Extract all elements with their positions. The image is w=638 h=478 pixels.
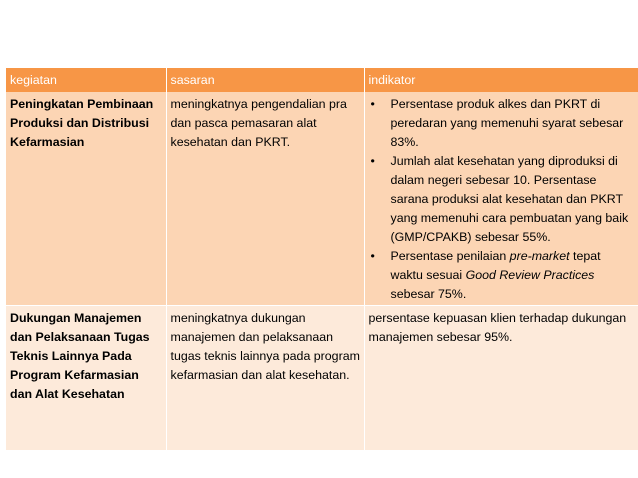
list-item (369, 152, 636, 247)
indikator-item-italic: pre-market (509, 249, 570, 263)
indikator-item-text: sebesar 75%. (390, 287, 467, 301)
indikator-item-text: tepat waktu sesuai (390, 249, 601, 282)
list-item (369, 95, 636, 152)
indikator-list (369, 95, 636, 304)
kegiatan-table (6, 68, 638, 450)
indikator-item-text: Persentase penilaian (390, 249, 510, 263)
list-item (369, 247, 636, 304)
bullet-icon: • (370, 249, 375, 263)
table-row (6, 92, 638, 306)
indikator-item-text: Jumlah alat kesehatan yang diproduksi di dalam negeri sebesar 10. Persentase sarana produksi alat kesehatan dan PKRT yang memenuhi cara pembuatan yang baik (GMP/CPAKB) sebesar 55%. (390, 154, 629, 244)
header-indikator: indikator (364, 68, 638, 92)
kegiatan-cell: Peningkatan Pembinaan Produksi dan Distribusi Kefarmasian (6, 92, 166, 306)
header-sasaran: sasaran (166, 68, 364, 92)
sasaran-cell: meningkatnya dukungan manajemen dan pelaksanaan tugas teknis lainnya pada program kefarmasian dan alat kesehatan. (166, 306, 364, 451)
indikator-item-text: Persentase produk alkes dan PKRT di peredaran yang memenuhi syarat sebesar 83%. (390, 97, 624, 149)
header-kegiatan: kegiatan (6, 68, 166, 92)
kegiatan-cell: Dukungan Manajemen dan Pelaksanaan Tugas Teknis Lainnya Pada Program Kefarmasian dan Alat Kesehatan (6, 306, 166, 451)
indikator-cell (364, 92, 638, 306)
table-row (6, 306, 638, 451)
sasaran-cell: meningkatnya pengendalian pra dan pasca pemasaran alat kesehatan dan PKRT. (166, 92, 364, 306)
table-header-row (6, 68, 638, 92)
indikator-item-italic: Good Review Practices (465, 268, 595, 282)
bullet-icon: • (370, 97, 375, 111)
bullet-icon: • (370, 154, 375, 168)
indikator-cell: persentase kepuasan klien terhadap dukungan manajemen sebesar 95%. (364, 306, 638, 451)
